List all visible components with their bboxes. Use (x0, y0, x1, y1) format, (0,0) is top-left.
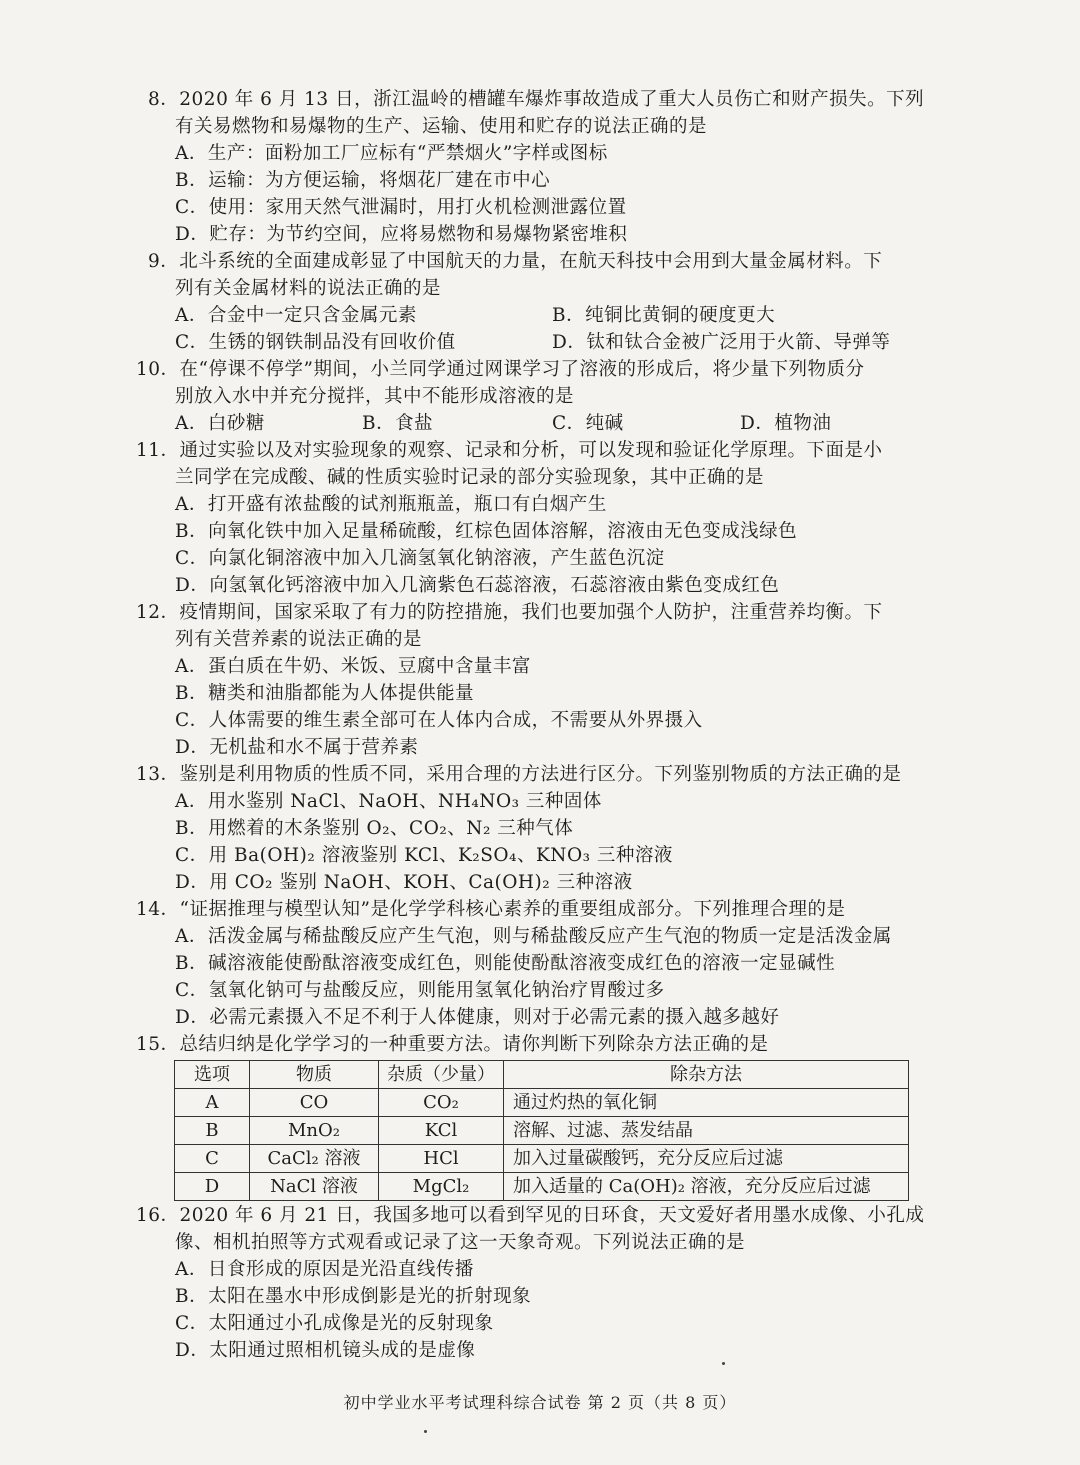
table-row (175, 1089, 909, 1117)
table-cell: 通过灼热的氧化铜 (504, 1089, 909, 1117)
table-cell: MnO₂ (250, 1117, 379, 1145)
question-14 (0, 896, 1080, 1031)
option-d: D．必需元素摄入不足不利于人体健康，则对于必需元素的摄入越多越好 (175, 1007, 780, 1028)
question-8 (0, 86, 1080, 248)
question-list (0, 86, 1080, 1364)
question-stem: 15．总结归纳是化学学习的一种重要方法。请你判断下列除杂方法正确的是 (136, 1034, 769, 1055)
option-a: A．白砂糖 (175, 413, 265, 434)
option-d: D．钛和钛合金被广泛用于火箭、导弹等 (552, 332, 891, 353)
question-stem: 16．2020 年 6 月 21 日，我国多地可以看到罕见的日环食，天文爱好者用墨水成像、小孔成 (136, 1205, 925, 1226)
table-cell: C (175, 1145, 250, 1173)
option-row (0, 410, 1080, 437)
option-a: A．打开盛有浓盐酸的试剂瓶瓶盖，瓶口有白烟产生 (175, 494, 607, 515)
option-a: A．蛋白质在牛奶、米饭、豆腐中含量丰富 (175, 656, 531, 677)
option-row (0, 302, 1080, 329)
table-cell: D (175, 1173, 250, 1201)
option-d: D．贮存：为节约空间，应将易燃物和易爆物紧密堆积 (175, 224, 628, 245)
question-15 (0, 1031, 1080, 1201)
question-stem-cont: 列有关营养素的说法正确的是 (175, 629, 423, 650)
question-stem-cont: 列有关金属材料的说法正确的是 (175, 278, 442, 299)
table-header: 除杂方法 (504, 1061, 909, 1089)
table-cell: NaCl 溶液 (250, 1173, 379, 1201)
option-c: C．太阳通过小孔成像是光的反射现象 (175, 1313, 494, 1334)
table-row (175, 1173, 909, 1201)
table-row (175, 1145, 909, 1173)
question-16 (0, 1202, 1080, 1364)
table-cell: 溶解、过滤、蒸发结晶 (504, 1117, 909, 1145)
question-10 (0, 356, 1080, 437)
page-footer: 初中学业水平考试理科综合试卷 第 2 页（共 8 页） (343, 1393, 737, 1412)
table-cell: MgCl₂ (379, 1173, 504, 1201)
question-13 (0, 761, 1080, 896)
table-header: 物质 (250, 1061, 379, 1089)
question-stem-cont: 别放入水中并充分搅拌，其中不能形成溶液的是 (175, 386, 575, 407)
option-b: B．用燃着的木条鉴别 O₂、CO₂、N₂ 三种气体 (175, 818, 574, 839)
option-d: D．无机盐和水不属于营养素 (175, 737, 419, 758)
option-c: C．人体需要的维生素全部可在人体内合成，不需要从外界摄入 (175, 710, 703, 731)
option-c: C．纯碱 (552, 413, 624, 434)
option-b: B．食盐 (362, 413, 434, 434)
question-stem-cont: 有关易燃物和易爆物的生产、运输、使用和贮存的说法正确的是 (175, 116, 708, 137)
question-stem: 13．鉴别是利用物质的性质不同，采用合理的方法进行区分。下列鉴别物质的方法正确的是 (136, 764, 902, 785)
option-d: D．用 CO₂ 鉴别 NaOH、KOH、Ca(OH)₂ 三种溶液 (175, 872, 633, 893)
option-c: C．生锈的钢铁制品没有回收价值 (175, 332, 456, 353)
table-cell: CO (250, 1089, 379, 1117)
option-b: B．向氧化铁中加入足量稀硫酸，红棕色固体溶解，溶液由无色变成浅绿色 (175, 521, 798, 542)
table-cell: KCl (379, 1117, 504, 1145)
option-b: B．太阳在墨水中形成倒影是光的折射现象 (175, 1286, 532, 1307)
table-cell: 加入适量的 Ca(OH)₂ 溶液，充分反应后过滤 (504, 1173, 909, 1201)
question-12 (0, 599, 1080, 761)
table-cell: 加入过量碳酸钙，充分反应后过滤 (504, 1145, 909, 1173)
option-a: A．合金中一定只含金属元素 (175, 305, 417, 326)
question-stem: 9．北斗系统的全面建成彰显了中国航天的力量，在航天科技中会用到大量金属材料。下 (148, 251, 883, 272)
option-b: B．糖类和油脂都能为人体提供能量 (175, 683, 475, 704)
question-stem: 10．在“停课不停学”期间，小兰同学通过网课学习了溶液的形成后，将少量下列物质分 (136, 359, 865, 380)
option-a: A．用水鉴别 NaCl、NaOH、NH₄NO₃ 三种固体 (175, 791, 602, 812)
table-row (175, 1117, 909, 1145)
question-stem: 11．通过实验以及对实验现象的观察、记录和分析，可以发现和验证化学原理。下面是小 (136, 440, 883, 461)
table-cell: A (175, 1089, 250, 1117)
option-row (0, 329, 1080, 356)
scan-speck (722, 1362, 725, 1365)
question-9 (0, 248, 1080, 356)
option-a: A．日食形成的原因是光沿直线传播 (175, 1259, 474, 1280)
question-stem-cont: 兰同学在完成酸、碱的性质实验时记录的部分实验现象，其中正确的是 (175, 467, 765, 488)
impurity-table (174, 1060, 909, 1201)
table-header: 杂质（少量） (379, 1061, 504, 1089)
question-stem: 8．2020 年 6 月 13 日，浙江温岭的槽罐车爆炸事故造成了重大人员伤亡和财产损失。下列 (148, 89, 925, 110)
option-c: C．用 Ba(OH)₂ 溶液鉴别 KCl、K₂SO₄、KNO₃ 三种溶液 (175, 845, 673, 866)
option-c: C．向氯化铜溶液中加入几滴氢氧化钠溶液，产生蓝色沉淀 (175, 548, 665, 569)
option-b: B．碱溶液能使酚酞溶液变成红色，则能使酚酞溶液变成红色的溶液一定显碱性 (175, 953, 836, 974)
option-c: C．氢氧化钠可与盐酸反应，则能用氢氧化钠治疗胃酸过多 (175, 980, 665, 1001)
table-header-row (175, 1061, 909, 1089)
option-d: D．向氢氧化钙溶液中加入几滴紫色石蕊溶液，石蕊溶液由紫色变成红色 (175, 575, 780, 596)
option-c: C．使用：家用天然气泄漏时，用打火机检测泄露位置 (175, 197, 627, 218)
question-stem-cont: 像、相机拍照等方式观看或记录了这一天象奇观。下列说法正确的是 (175, 1232, 746, 1253)
option-a: A．生产：面粉加工厂应标有“严禁烟火”字样或图标 (175, 143, 608, 164)
option-b: B．纯铜比黄铜的硬度更大 (552, 305, 776, 326)
table-cell: B (175, 1117, 250, 1145)
option-b: B．运输：为方便运输，将烟花厂建在市中心 (175, 170, 551, 191)
option-a: A．活泼金属与稀盐酸反应产生气泡，则与稀盐酸反应产生气泡的物质一定是活泼金属 (175, 926, 892, 947)
question-stem: 14．“证据推理与模型认知”是化学学科核心素养的重要组成部分。下列推理合理的是 (136, 899, 846, 920)
option-d: D．太阳通过照相机镜头成的是虚像 (175, 1340, 476, 1361)
question-stem: 12．疫情期间，国家采取了有力的防控措施，我们也要加强个人防护，注重营养均衡。下 (136, 602, 883, 623)
scan-speck (424, 1430, 427, 1433)
table-header: 选项 (175, 1061, 250, 1089)
option-d: D．植物油 (740, 413, 832, 434)
table-cell: HCl (379, 1145, 504, 1173)
table-cell: CaCl₂ 溶液 (250, 1145, 379, 1173)
table-cell: CO₂ (379, 1089, 504, 1117)
question-11 (0, 437, 1080, 599)
